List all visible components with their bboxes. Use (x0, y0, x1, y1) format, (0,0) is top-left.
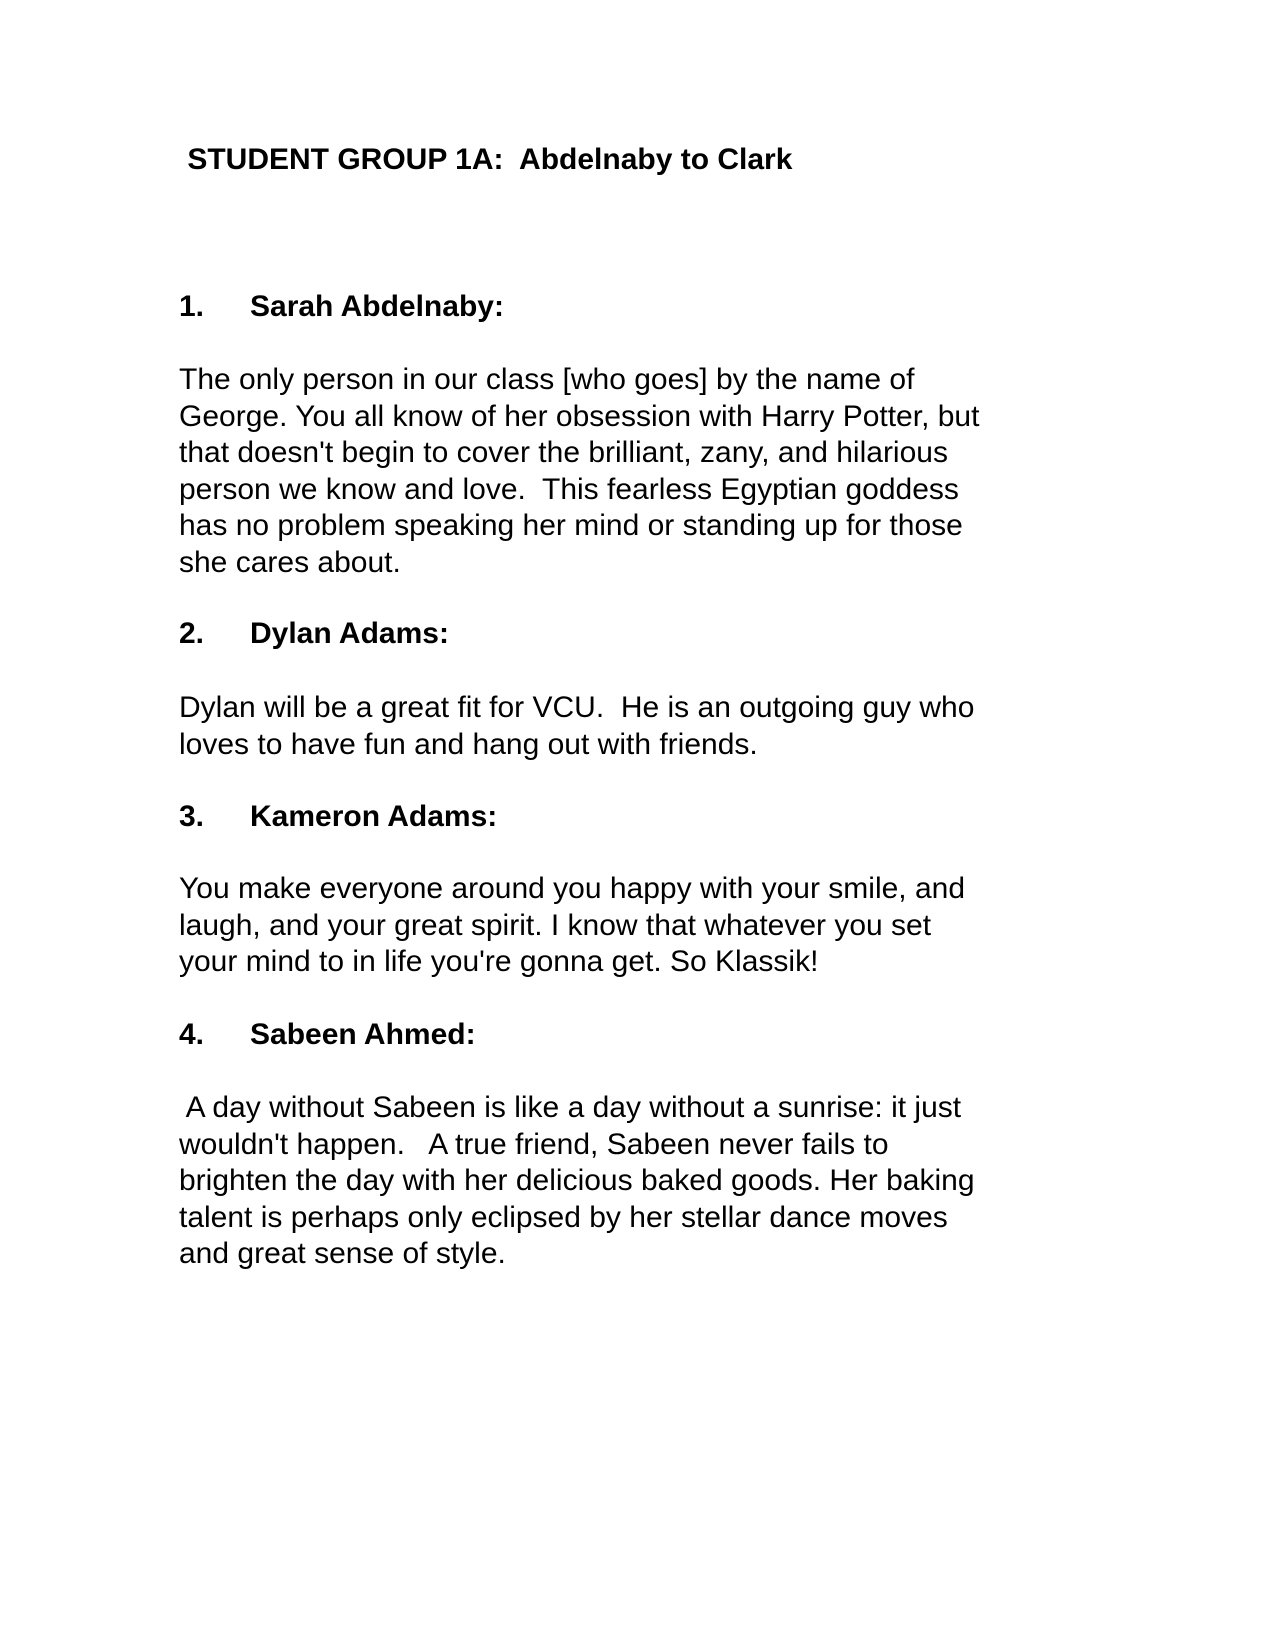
section-number: 3. (179, 800, 205, 833)
body-line: your mind to in life you're gonna get. So Klassik! (179, 945, 819, 978)
section-heading-3 (179, 800, 497, 834)
student-name: Sarah Abdelnaby: (250, 290, 504, 323)
body-line: she cares about. (179, 545, 401, 579)
section-body-1 (179, 362, 979, 581)
section-number: 1. (179, 290, 205, 323)
body-line: wouldn't happen. A true friend, Sabeen never fails to (179, 1127, 889, 1161)
section-number: 2. (179, 617, 205, 650)
body-line: The only person in our class [who goes] by the name of (179, 363, 915, 396)
section-body-3 (179, 871, 965, 981)
section-heading-4 (179, 1018, 476, 1052)
section-number: 4. (179, 1018, 205, 1051)
section-heading-2 (179, 617, 449, 651)
body-line: Dylan will be a great fit for VCU. He is an outgoing guy who (179, 691, 975, 724)
body-line: George. You all know of her obsession with Harry Potter, but (179, 399, 980, 433)
body-line: has no problem speaking her mind or standing up for those (179, 509, 963, 542)
body-line: A day without Sabeen is like a day without a sunrise: it just (179, 1091, 962, 1124)
student-name: Sabeen Ahmed: (250, 1018, 476, 1051)
body-line: laugh, and your great spirit. I know that whatever you set (179, 908, 932, 942)
section-heading-1 (179, 290, 504, 324)
page-title: STUDENT GROUP 1A: Abdelnaby to Clark (179, 143, 793, 176)
body-line: that doesn't begin to cover the brilliant, zany, and hilarious (179, 436, 948, 469)
section-body-4 (179, 1090, 975, 1273)
body-line: You make everyone around you happy with your smile, and (179, 872, 966, 905)
body-line: loves to have fun and hang out with friends. (179, 727, 758, 761)
body-line: brighten the day with her delicious baked goods. Her baking (179, 1164, 975, 1197)
body-line: and great sense of style. (179, 1237, 506, 1270)
body-line: talent is perhaps only eclipsed by her stellar dance moves (179, 1200, 948, 1234)
student-name: Kameron Adams: (250, 800, 498, 833)
section-body-2 (179, 690, 974, 763)
body-line: person we know and love. This fearless Egyptian goddess (179, 472, 959, 506)
student-name: Dylan Adams: (250, 617, 449, 650)
